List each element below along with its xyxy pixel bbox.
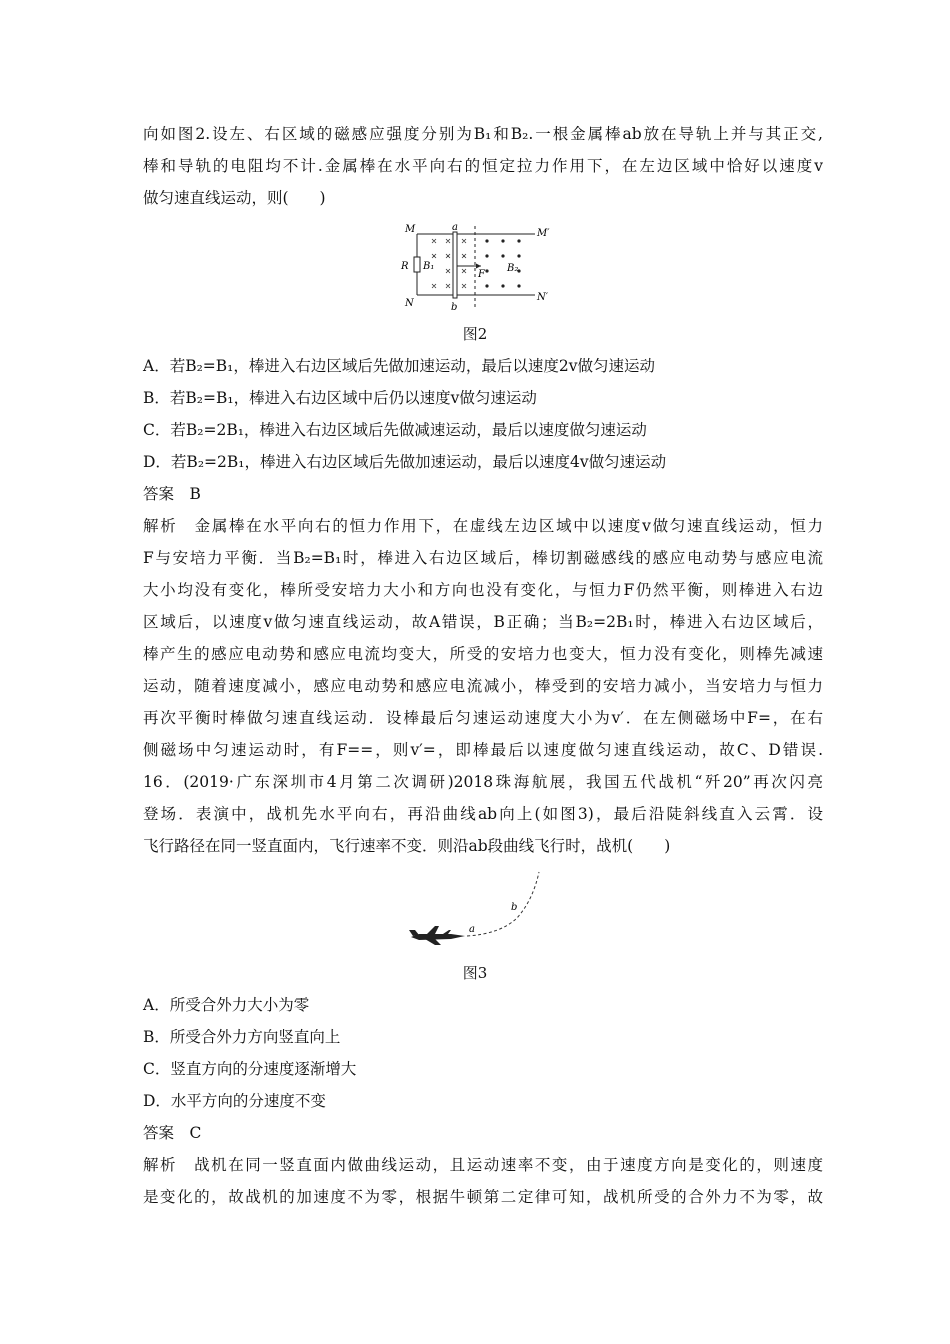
figure-3-caption: 图3	[462, 964, 488, 982]
figure-3-diagram	[405, 868, 555, 953]
analysis-line: F与安培力平衡．当B₂=B₁时，棒进入右边区域后，棒切割磁感线的感应电动势与感应电流	[143, 549, 823, 567]
field-in-crosses	[432, 239, 466, 288]
analysis-line: 侧磁场中匀速运动时，有F==，则v′=，即棒最后以速度做匀速直线运动，故C、D错误.	[143, 741, 823, 759]
question-16-line: 登场．表演中，战机先水平向右，再沿曲线ab向上(如图3)，最后沿陡斜线直入云霄．设	[143, 805, 823, 823]
label-b: b	[451, 302, 458, 312]
label-R: R	[401, 261, 409, 272]
intro-line: 做匀速直线运动，则( )	[143, 189, 326, 207]
option-a: A．若B₂=B₁，棒进入右边区域后先做加速运动，最后以速度2v做匀速运动	[143, 357, 656, 375]
label-a: a	[469, 924, 475, 935]
fighter-jet-icon	[409, 926, 465, 945]
option-c: C．若B₂=2B₁，棒进入右边区域后先做减速运动，最后以速度做匀速运动	[143, 421, 647, 439]
option-c: C．竖直方向的分速度逐渐增大	[143, 1060, 357, 1078]
answer: 答案 B	[143, 485, 201, 503]
option-b: B．若B₂=B₁，棒进入右边区域中后仍以速度v做匀速运动	[143, 389, 537, 407]
option-a: A．所受合外力大小为零	[143, 996, 310, 1014]
analysis-line: 运动，随着速度减小，感应电动势和感应电流减小，棒受到的安培力减小，当安培力与恒力	[143, 677, 823, 695]
question-16-line: 16．(2019·广东深圳市4月第二次调研)2018珠海航展，我国五代战机“歼20”再次闪亮	[143, 773, 823, 791]
analysis-line: 大小均没有变化，棒所受安培力大小和方向也没有变化，与恒力F仍然平衡，则棒进入右边	[143, 581, 823, 599]
label-N-prime: N′	[537, 292, 549, 303]
analysis-line: 棒产生的感应电动势和感应电流均变大，所受的安培力也变大，恒力没有变化，则棒先减速	[143, 645, 823, 663]
intro-line: 棒和导轨的电阻均不计.金属棒在水平向右的恒定拉力作用下，在左边区域中恰好以速度v	[143, 157, 823, 175]
analysis-line: 再次平衡时棒做匀速直线运动．设棒最后匀速运动速度大小为v′．在左侧磁场中F=，在右	[143, 709, 823, 727]
label-B1: B₁	[423, 261, 435, 272]
metal-bar-ab	[453, 232, 457, 298]
label-M: M	[405, 224, 416, 235]
figure-2-diagram	[395, 222, 555, 312]
label-F: F	[478, 269, 485, 280]
option-d: D．水平方向的分速度不变	[143, 1092, 326, 1110]
resistor-symbol	[414, 257, 420, 272]
figure-2-caption: 图2	[462, 325, 488, 343]
analysis-line: 解析 金属棒在水平向右的恒力作用下，在虚线左边区域中以速度v做匀速直线运动，恒力	[143, 517, 823, 535]
answer: 答案 C	[143, 1124, 202, 1142]
label-b: b	[511, 902, 518, 913]
label-M-prime: M′	[537, 228, 550, 239]
label-a: a	[452, 222, 458, 233]
option-d: D．若B₂=2B₁，棒进入右边区域后先做加速运动，最后以速度4v做匀速运动	[143, 453, 667, 471]
question-16-line: 飞行路径在同一竖直面内，飞行速率不变．则沿ab段曲线飞行时，战机( )	[143, 837, 671, 855]
label-B2: B₂	[507, 263, 519, 274]
label-N: N	[405, 298, 414, 309]
analysis-line: 区域后，以速度v做匀速直线运动，故A错误，B正确；当B₂=2B₁时，棒进入右边区域后，	[143, 613, 823, 631]
intro-line: 向如图2.设左、右区域的磁感应强度分别为B₁和B₂.一根金属棒ab放在导轨上并与其正交,	[143, 125, 823, 143]
analysis-line: 是变化的，故战机的加速度不为零，根据牛顿第二定律可知，战机所受的合外力不为零，故	[143, 1188, 823, 1206]
analysis-line: 解析 战机在同一竖直面内做曲线运动，且运动速率不变，由于速度方向是变化的，则速度	[143, 1156, 823, 1174]
option-b: B．所受合外力方向竖直向上	[143, 1028, 341, 1046]
